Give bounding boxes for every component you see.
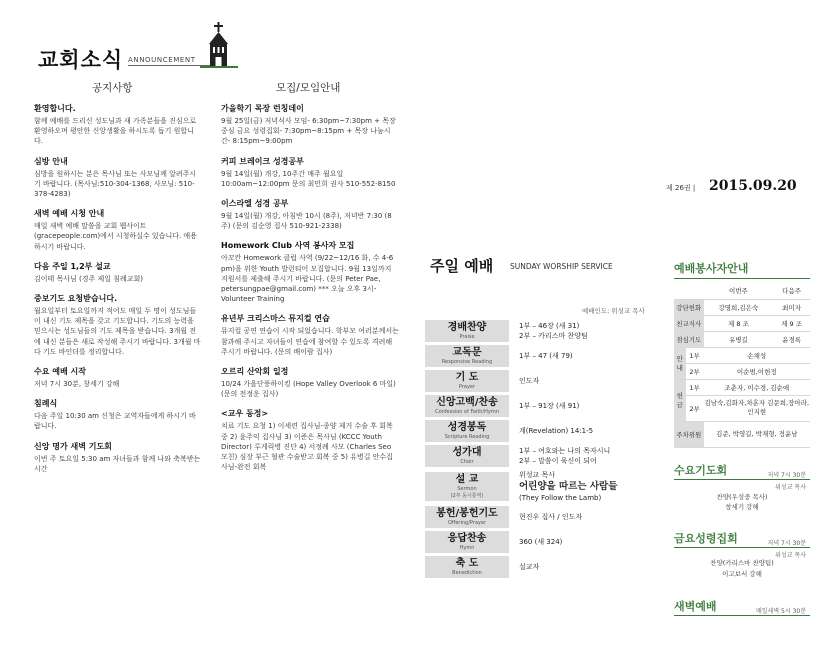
order-line: 1부 – 46장 (새 31) [519,322,580,330]
issue-date: 2015.09.20 [709,178,797,194]
notice-body: 다음 주일 10:30 am 신청은 교역자들에게 하시기 바랍니다. [34,412,196,431]
recruit-body: 10/24 가을단풍하이킹 (Hope Valley Overlook 6 마일) (문의 전정운 집사) [221,380,396,399]
order-value [509,426,593,436]
notice-title: 중보기도 요청받습니다. [34,294,118,304]
wednesday-leader: 위성교 목사 [775,484,806,491]
recruit-body: 뮤지컬 공연 연습이 시작 되었습니다. 학부모 여러분께서는 참과해 주시고 자녀들이 연습에 참여할 수 있도록 격려해 주시기 바랍니다. (문의 배이람 집사) [221,327,399,356]
order-value [509,446,610,466]
order-name: 기 도 [455,372,479,383]
order-name: 응답찬송 [447,533,487,544]
table-row [674,299,810,315]
recruit-item [221,314,399,357]
order-name-note: (2부 동시통역) [450,493,484,499]
notice-item [34,367,202,389]
notice-body: 김이태 목사님 (경주 제일 침례교회) [34,274,144,283]
order-value [509,562,539,572]
wednesday-line: 찬양(우성중 목사) [716,493,768,501]
row-sub-label: 1부 [686,347,704,363]
table-row [674,347,810,363]
order-name: 경배찬양 [447,322,487,333]
notice-body: 함께 예배를 드리신 성도님과 새 가족분들을 진심으로 환영하오며 평안한 신앙생활을 하시도록 돕기 원합니다. [34,117,197,146]
order-name-box [425,472,509,501]
order-line: 계(Revelation) 14:1-5 [519,427,594,435]
order-value [509,470,617,503]
order-name: 신앙고백/찬송 [436,397,498,408]
order-line: 1부 – 91장 (새 91) [519,402,580,410]
row-label: 강단헌화 [674,299,704,315]
order-line: 설교자 [519,563,540,571]
recruit-title: <교우 동정> [221,409,269,419]
recruit-item [221,409,399,472]
table-cell: 윤경록 [773,331,810,347]
row-label: 안내 [674,347,686,379]
notice-title: 침례식 [34,399,58,409]
notice-item [34,442,202,474]
order-name-en: Benediction [452,570,482,576]
notice-body: 매일 새벽 예배 말씀을 교회 웹사이트(gracepeople.com)에서 시청하실수 있습니다. 애용하시기 바랍니다. [34,222,197,251]
order-name-box [425,320,509,342]
notice-item [34,209,202,252]
order-name-en: Hymn [459,545,475,551]
table-row [674,315,810,331]
order-value [509,537,562,547]
row-label: 주차위원 [674,421,704,447]
order-value [509,321,588,341]
table-cell: 김준, 박영길, 박재형, 정윤남 [704,421,810,447]
order-name-en: Prayer [458,384,476,390]
order-name-box [425,556,509,578]
order-row [425,531,653,553]
table-cell [674,283,704,299]
order-name: 교독문 [452,347,482,358]
order-name-box [425,445,509,467]
order-name-box [425,506,509,528]
table-cell: 유병길 [704,331,774,347]
servants-title: 예배봉사자안내 [674,262,749,275]
order-row [425,345,653,367]
recruit-title: Homework Club 사역 봉사자 모집 [221,241,355,251]
recruit-item [221,199,399,231]
order-row [425,470,653,503]
row-sub-label: 2부 [686,395,704,421]
order-line: 1부 – 여호와는 나의 목자시니 [519,447,611,455]
order-line: 위성교 목사 [519,471,556,479]
order-row [425,395,653,417]
friday-line: 이고보서 강해 [722,570,762,578]
notice-item [34,104,202,147]
notice-item [34,294,202,357]
order-name-box [425,420,509,442]
friday-rule [674,547,810,548]
order-name-en: Scripture Reading [444,434,490,440]
table-row [674,363,810,379]
notice-title: 다음 주일 1,2부 설교 [34,261,111,271]
worship-title: 주일 예배 [430,257,494,275]
recruit-item [221,104,399,147]
notice-title: 심방 안내 [34,156,68,166]
order-name-en: Sermon [457,486,477,492]
wednesday-title: 수요기도회 [674,464,728,477]
issue-number: 제 26권 | [666,184,696,192]
notice-item [34,399,202,431]
recruit-body: 9월 14일(월) 개강, 10주간 매주 월요일 10:00am~12:00pm 문의 최민희 권사 510-552-8150 [221,169,396,188]
order-line: (They Follow the Lamb) [519,494,602,502]
recruit-title: 커피 브레이크 성경공부 [221,156,304,166]
notice-item [34,262,202,284]
worship-leader: 예배인도: 위성교 목사 [582,307,645,315]
order-line: 2부 – 말씀이 육신이 되어 [519,457,597,465]
order-value [509,512,582,522]
notice-body: 저녁 7시 30분, 창세기 강해 [34,380,120,389]
table-row [674,331,810,347]
order-name: 성가대 [452,447,482,458]
notice-title: 새벽 예배 시청 안내 [34,209,105,219]
order-value [509,401,579,411]
recruit-body: 아꼬칸 Homework 클럽 사역 (9/22~12/16 화, 수 4-6 pm)을 위한 Youth 발런티어 모집합니다. 9월 13일까지 지원서를 제출해 주시기 바랍니다. (문의 Peter Pae, petersungpae@gmail.com) *** 오늘 오후 3시-Volunteer Training [221,254,394,304]
notice-title: 환영합니다. [34,104,76,113]
order-name-box [425,345,509,367]
page-subtitle: ANNOUNCEMENT [128,56,196,64]
notices-heading: 공지사항 [92,82,133,94]
order-row [425,370,653,392]
order-line: 현진우 집사 / 인도자 [519,513,583,521]
notices-column [34,104,202,484]
recruit-title: 가을학기 목장 런칭데이 [221,104,304,113]
friday-leader: 위성교 목사 [775,552,806,559]
order-name-box [425,395,509,417]
recruit-title: 유년부 크리스마스 뮤지컬 연습 [221,314,330,324]
table-cell: 손채성 [704,347,810,363]
recruit-heading: 모집/모임안내 [276,82,341,94]
recruit-title: 오르리 산악회 일정 [221,367,289,377]
sermon-title: 어린양을 따르는 사람들 [519,481,618,492]
wednesday-line: 창세기 강해 [725,503,759,511]
order-line: 인도자 [519,377,540,385]
order-name: 축 도 [455,558,479,569]
order-name-box [425,531,509,553]
recruit-item [221,367,399,399]
order-name-box [425,370,509,392]
notice-title: 수요 예배 시작 [34,367,86,377]
row-label: 친교식사 [674,315,704,331]
recruit-column [221,104,399,482]
recruit-item [221,157,399,189]
order-name-en: Responsive Reading [441,359,493,365]
order-name-en: Praise [459,334,475,340]
order-line: 1부 – 47 (새 79) [519,352,573,360]
order-row [425,506,653,528]
table-cell: 김남숙,김화자,차훈자 김문희,장아라,인지현 [704,395,810,421]
dawn-title: 새벽예배 [674,600,717,613]
servants-table [674,283,810,448]
dawn-rule [674,615,810,616]
worship-subtitle: SUNDAY WORSHIP SERVICE [510,262,613,271]
order-name: 봉헌/봉헌기도 [436,508,498,519]
recruit-body: 치료 기도 요청 1) 이세련 집사님-종양 제거 수술 후 회복중 2) 윤주익 집사님 3) 이준은 목사님 (KCCC Youth Director) 루게릭병 진단 4) 서정례 사모 (Charles Seo 모친) 심장 부근 혈관 수술받고 회복 중 5) 유병길 안수집사님-완전 회복 [221,422,393,472]
wednesday-rule [674,479,810,480]
order-row [425,320,653,342]
page-title: 교회소식 [38,48,124,72]
order-name: 성경봉독 [447,422,487,433]
row-label: 헌금 [674,379,686,421]
table-row [674,395,810,421]
friday-line: 찬양(카리스마 찬양팀) [710,559,774,567]
order-row [425,420,653,442]
table-row [674,421,810,447]
order-name-en: Confession of Faith/Hymn [435,409,499,415]
order-line: 2부 – 카리스마 찬양팀 [519,332,588,340]
notice-body: 이번 주 토요일 5:30 am 자녀들과 함께 나와 축복받는 시간 [34,454,201,473]
table-header: 다음주 [773,283,810,299]
row-sub-label: 2부 [686,363,704,379]
row-sub-label: 1부 [686,379,704,395]
table-cell: 조춘자, 이수경, 김순애 [704,379,810,395]
servants-rule [674,278,810,279]
recruit-item [221,241,399,304]
table-cell: 최미자 [773,299,810,315]
table-row [674,283,810,299]
table-row [674,379,810,395]
table-cell: 제 8 조 [704,315,774,331]
table-cell: 강명희,김은숙 [704,299,774,315]
order-value [509,351,573,361]
order-value [509,376,539,386]
dawn-time: 매일새벽 5시 30분 [755,608,806,615]
order-name-en: Choir [460,459,474,465]
wednesday-time: 저녁 7시 30분 [767,472,806,479]
worship-order [425,320,653,581]
friday-title: 금요성령집회 [674,532,738,545]
notice-title: 신앙 명가 새벽 기도회 [34,441,112,451]
notice-body: 월요일부터 토요일까지 적어도 매일 두 명이 성도님들이 내신 기도 제목을 갖고 기도합니다. 기도의 능력을 믿으시는 성도님들의 기도 제목을 받습니다. 3개월 전에 내신 분들은 새로 작성해 주시기 바랍니다. 3개월 마다 기도 바인더를 정리합니다. [34,307,201,356]
friday-time: 저녁 7시 30분 [767,540,806,547]
notice-item [34,157,202,200]
order-line: 360 (새 324) [519,538,563,546]
church-icon [198,22,240,68]
order-row [425,445,653,467]
table-header: 이번주 [704,283,774,299]
table-cell: 이순범,이현정 [704,363,810,379]
recruit-body: 9월 14일(월) 개강, 아침반 10시 (8주), 저녁반 7:30 (8주) (문의 김순영 집사 510-921-2338) [221,212,392,231]
table-cell: 제 9 조 [773,315,810,331]
order-name-en: Offering/Prayer [447,520,487,526]
order-name: 설 교 [455,474,479,485]
recruit-body: 9월 25일(금) 저녁식사 모임- 6:30pm~7:30pm + 목장 중심 금요 성령집회- 7:30pm~8:15pm + 목장 나눔시간- 8:15pm~9:00pm [221,117,396,146]
order-row [425,556,653,578]
row-label: 점심기도 [674,331,704,347]
notice-body: 심방을 원하시는 분은 목사님 또는 사모님께 알려주시기 바랍니다. (목사님:510-304-1368, 사모님: 510-378-4283) [34,169,197,199]
recruit-title: 이스라엘 성경 공부 [221,199,289,209]
